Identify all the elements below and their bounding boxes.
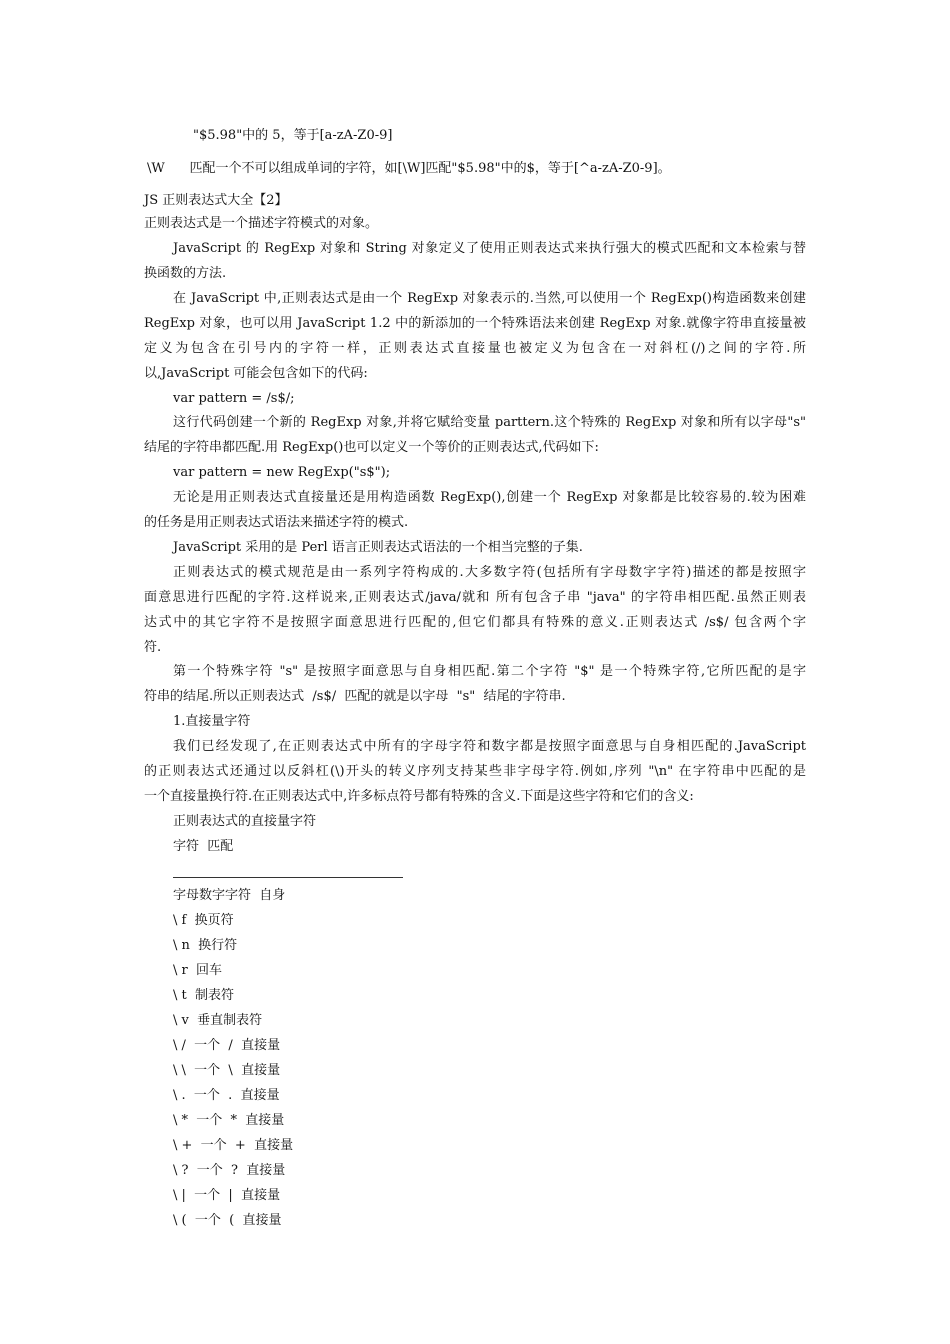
text-line: 正则表达式的模式规范是由一系列字符构成的.大多数字符(包括所有字母数字字符)描述的都是按照字	[173, 565, 806, 580]
table-row: \ / 一个 / 直接量	[173, 1038, 281, 1053]
table-row: \ t 制表符	[173, 988, 235, 1003]
table-row: \ . 一个 . 直接量	[173, 1088, 280, 1103]
text-line: 在 JavaScript 中,正则表达式是由一个 RegExp 对象表示的.当然,可以使用一个 RegExp()构造函数来创建	[173, 291, 806, 306]
text-line: 符.	[144, 640, 162, 655]
text-line: 换函数的方法.	[144, 266, 227, 281]
text-line: 的任务是用正则表达式语法来描述字符的模式.	[144, 515, 409, 530]
table-row: \ ? 一个 ? 直接量	[173, 1163, 286, 1178]
table-row: \ | 一个 | 直接量	[173, 1188, 281, 1203]
text-line: \W 匹配一个不可以组成单词的字符，如[\W]匹配"$5.98"中的$，等于[^a-zA-Z0-9]。	[147, 161, 671, 176]
text-line: 一个直接量换行符.在正则表达式中,许多标点符号都有特殊的含义.下面是这些字符和它们的含义:	[144, 789, 694, 804]
text-line: JavaScript 的 RegExp 对象和 String 对象定义了使用正则表达式来执行强大的模式匹配和文本检索与替	[173, 241, 806, 256]
text-line: 这行代码创建一个新的 RegExp 对象,并将它赋给变量 parttern.这个特殊的 RegExp 对象和所有以字母"s"	[173, 415, 806, 430]
table-row: \ ( 一个 ( 直接量	[173, 1213, 282, 1228]
table-row: \ * 一个 * 直接量	[173, 1113, 285, 1128]
text-line: "$5.98"中的 5，等于[a-zA-Z0-9]	[193, 128, 393, 143]
code-line: var pattern = new RegExp("s$");	[173, 465, 391, 480]
table-title: 正则表达式的直接量字符	[173, 814, 317, 829]
text-line: 符串的结尾.所以正则表达式 /s$/ 匹配的就是以字母 "s" 结尾的字符串.	[144, 689, 566, 704]
section-heading: JS 正则表达式大全【2】	[144, 193, 288, 208]
text-line: 的正则表达式还通过以反斜杠(\)开头的转义序列支持某些非字母字符.例如,序列 "\n" 在字符串中匹配的是	[144, 764, 806, 779]
text-line: 我们已经发现了,在正则表达式中所有的字母字符和数字都是按照字面意思与自身相匹配的.JavaScript	[173, 739, 806, 754]
table-row: \ r 回车	[173, 963, 222, 978]
text-line: JavaScript 采用的是 Perl 语言正则表达式语法的一个相当完整的子集.	[173, 540, 583, 555]
subheading: 1.直接量字符	[173, 714, 251, 729]
text-line: 定义为包含在引号内的字符一样，正则表达式直接量也被定义为包含在一对斜杠(/)之间的字符.所	[144, 341, 806, 356]
text-line: RegExp 对象，也可以用 JavaScript 1.2 中的新添加的一个特殊语法来创建 RegExp 对象.就像字符串直接量被	[144, 316, 806, 331]
text-line: 达式中的其它字符不是按照字面意思进行匹配的,但它们都具有特殊的意义.正则表达式 /s$/ 包含两个字	[144, 615, 806, 630]
table-row: \ \ 一个 \ 直接量	[173, 1063, 281, 1078]
table-row: \ f 换页符	[173, 913, 234, 928]
code-line: var pattern = /s$/;	[173, 391, 295, 406]
table-header: 字符 匹配	[173, 839, 234, 854]
table-row: 字母数字字符 自身	[173, 888, 286, 903]
table-row: \ n 换行符	[173, 938, 238, 953]
text-line: 无论是用正则表达式直接量还是用构造函数 RegExp(),创建一个 RegExp 对象都是比较容易的.较为困难	[173, 490, 806, 505]
text-line: 以,JavaScript 可能会包含如下的代码:	[144, 366, 368, 381]
table-row: \ v 垂直制表符	[173, 1013, 263, 1028]
text-line: 结尾的字符串都匹配.用 RegExp()也可以定义一个等价的正则表达式,代码如下:	[144, 440, 599, 455]
table-divider	[173, 877, 403, 878]
text-line: 面意思进行匹配的字符.这样说来,正则表达式/java/就和 所有包含子串 "java" 的字符串相匹配.虽然正则表	[144, 590, 806, 605]
text-line: 正则表达式是一个描述字符模式的对象。	[144, 216, 379, 231]
table-row: \ + 一个 + 直接量	[173, 1138, 294, 1153]
text-line: 第一个特殊字符 "s" 是按照字面意思与自身相匹配.第二个字符 "$" 是一个特殊字符,它所匹配的是字	[173, 664, 806, 679]
